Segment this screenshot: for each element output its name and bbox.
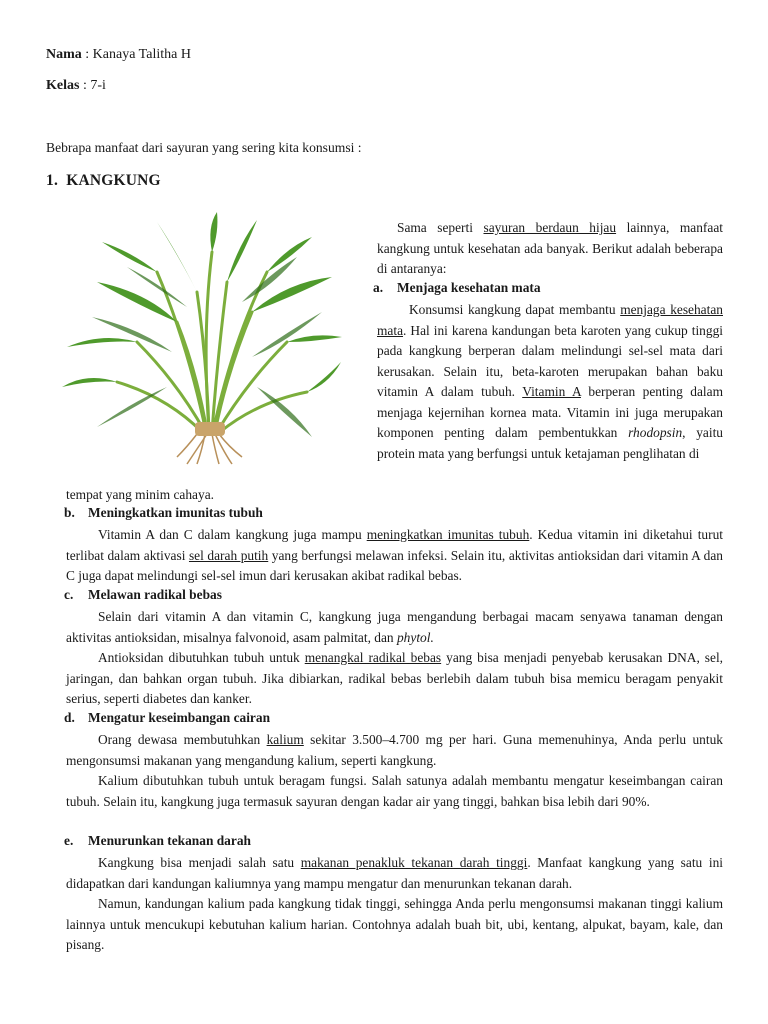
intro-text: Bebrapa manfaat dari sayuran yang sering kita konsumsi : <box>46 140 362 155</box>
class-label: Kelas <box>46 78 80 93</box>
paragraph-d1-t2: sekitar 3.500–4.700 mg per hari. Guna memenuhinya, Anda perlu untuk mengonsumsi makanan yang mengandung kalium, seperti kangkung. <box>66 732 723 768</box>
paragraph-c2 <box>66 648 723 710</box>
class-value: : 7-i <box>82 78 106 93</box>
paragraph-c1 <box>66 607 723 648</box>
paragraph-e1 <box>66 853 723 894</box>
link-vitamin-a[interactable]: Vitamin A <box>522 384 581 399</box>
paragraph-a <box>377 300 723 464</box>
heading-b-text: Meningkatkan imunitas tubuh <box>88 505 263 520</box>
link-meningkatkan-imunitas-tubuh[interactable]: meningkatkan imunitas tubuh <box>366 527 530 542</box>
paragraph-a-italic: rhodopsin <box>628 425 683 440</box>
paragraph-a-t3: berperan penting dalam menjaga kejernihan kornea mata. Vitamin ini juga merupakan komponen penting dalam pembentukkan <box>377 384 723 440</box>
section-title-text: KANGKUNG <box>66 172 161 189</box>
heading-a-letter: a. <box>373 280 384 295</box>
student-class-line <box>46 78 106 94</box>
heading-a-text: Menjaga kesehatan mata <box>397 280 541 295</box>
paragraph-b-t2: . Kedua vitamin ini diketahui turut terlibat dalam aktivasi <box>66 527 723 563</box>
section-title <box>46 172 161 190</box>
heading-d <box>64 710 270 726</box>
heading-e-letter: e. <box>64 833 74 848</box>
paragraph-a-continuation: tempat yang minim cahaya. <box>66 487 214 502</box>
name-value: : Kanaya Talitha H <box>85 47 191 62</box>
paragraph-c2-t1: Antioksidan dibutuhkan tubuh untuk <box>98 650 305 665</box>
lead-paragraph <box>377 218 723 280</box>
heading-e <box>64 833 251 849</box>
kangkung-illustration <box>57 212 344 468</box>
paragraph-e1-t2: . Manfaat kangkung yang satu ini didapatkan dari kandungan kaliumnya yang mampu mengatur dan menurunkan tekanan darah. <box>66 855 724 891</box>
name-label: Nama <box>46 47 82 62</box>
paragraph-a-t4: , yaitu protein mata yang berfungsi untuk ketajaman penglihatan di <box>377 425 723 461</box>
link-sayuran-berdaun-hijau[interactable]: sayuran berdaun hijau <box>483 220 617 235</box>
paragraph-a-t1: Konsumsi kangkung dapat membantu <box>409 302 621 317</box>
heading-c-letter: c. <box>64 587 74 602</box>
lead-pre: Sama seperti <box>397 220 484 235</box>
heading-d-text: Mengatur keseimbangan cairan <box>88 710 271 725</box>
kangkung-image <box>57 212 344 468</box>
paragraph-d1-t1: Orang dewasa membutuhkan <box>98 732 267 747</box>
link-makanan-penakluk-tekanan-darah-tinggi[interactable]: makanan penakluk tekanan darah tinggi <box>300 855 528 870</box>
lead-post: lainnya, manfaat kangkung untuk kesehatan ada banyak. Berikut adalah beberapa di antaranya: <box>377 220 723 276</box>
paragraph-e2: Namun, kandungan kalium pada kangkung tidak tinggi, sehingga Anda perlu mengonsumsi makanan tinggi kalium lainnya untuk mencukupi kebutuhan kalium harian. Contohnya adalah buah bit, ubi, kentang, alpukat, bayam, kale, dan pisang. <box>66 896 723 952</box>
paragraph-c1-italic: phytol. <box>396 629 434 645</box>
link-sel-darah-putih[interactable]: sel darah putih <box>188 547 269 563</box>
heading-e-text: Menurunkan tekanan darah <box>88 833 251 848</box>
paragraph-c1-text: Selain dari vitamin A dan vitamin C, kangkung juga mengandung berbagai macam senyawa tanaman dengan aktivitas antioksidan, misalnya falvonoid, asam palmitat, dan <box>66 609 723 645</box>
heading-d-letter: d. <box>64 710 75 725</box>
heading-c-text: Melawan radikal bebas <box>88 587 222 602</box>
paragraph-c2-t2: yang bisa menjadi penyebab kerusakan DNA, sel, jaringan, dan bahkan organ tubuh. Jika dibiarkan, radikal bebas berlebih dalam tubuh bisa memicu beragam penyakit serius, seperti diabetes dan kanker. <box>66 650 724 706</box>
paragraph-b-t3: yang berfungsi melawan infeksi. Selain itu, aktivitas antioksidan dari vitamin A dan C juga dapat melindungi sel-sel imun dari kerusakan akibat radikal bebas. <box>66 547 723 583</box>
link-menjaga-kesehatan-mata[interactable]: menjaga kesehatan mata <box>377 302 723 338</box>
link-menangkal-radikal-bebas[interactable]: menangkal radikal bebas <box>304 650 442 665</box>
paragraph-d2: Kalium dibutuhkan tubuh untuk beragam fungsi. Salah satunya adalah membantu mengatur keseimbangan cairan tubuh. Selain itu, kangkung juga termasuk sayuran dengan kadar air yang tinggi, bahkan bisa lebih dari 90%. <box>66 773 723 809</box>
section-number: 1. <box>46 172 59 189</box>
heading-b <box>64 505 263 521</box>
paragraph-b-t1: Vitamin A dan C dalam kangkung juga mampu <box>98 527 367 542</box>
heading-b-letter: b. <box>64 505 75 520</box>
student-name-line <box>46 47 191 63</box>
paragraph-a-t2: . Hal ini karena kandungan beta karoten yang cukup tinggi pada kangkung berperan dalam melindungi sel-sel mata dari kerusakan. Selain itu, beta-karoten merupakan bahan baku vitamin A dalam tubuh. <box>377 322 723 399</box>
heading-a <box>373 280 541 296</box>
heading-c <box>64 587 222 603</box>
paragraph-b <box>66 525 723 587</box>
link-kalium[interactable]: kalium <box>266 732 304 747</box>
paragraph-d1 <box>66 730 723 771</box>
paragraph-e1-t1: Kangkung bisa menjadi salah satu <box>98 855 301 870</box>
